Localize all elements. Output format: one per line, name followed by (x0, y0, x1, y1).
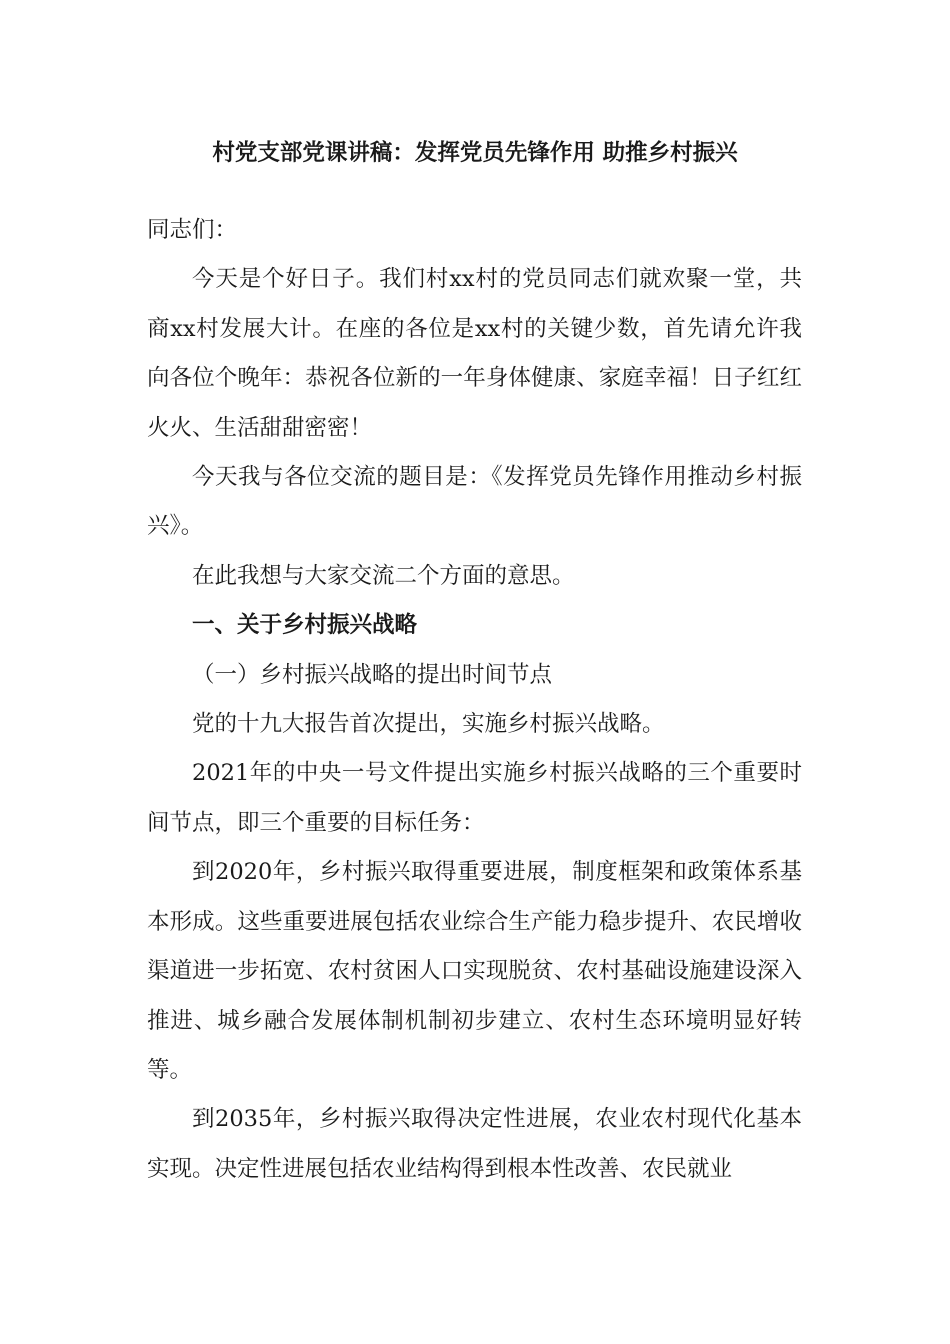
paragraph: 党的十九大报告首次提出，实施乡村振兴战略。 (192, 711, 665, 738)
paragraph: 今天我与各位交流的题目是：《发挥党员先锋作用推动乡村振兴》。 (147, 464, 802, 540)
document-body (147, 206, 802, 1194)
salutation: 同志们： (147, 217, 238, 243)
paragraph: 今天是个好日子。我们村xx村的党员同志们就欢聚一堂，共商xx村发展大计。在座的各位是xx村的关键少数，首先请允许我向各位个晚年：恭祝各位新的一年身体健康、家庭幸福！日子红红火火、生活甜甜密密！ (147, 266, 802, 441)
paragraph: 到2035年，乡村振兴取得决定性进展，农业农村现代化基本实现。决定性进展包括农业结构得到根本性改善、农民就业 (147, 1106, 802, 1182)
subsection-heading: （一）乡村振兴战略的提出时间节点 (192, 661, 553, 688)
paragraph: 2021年的中央一号文件提出实施乡村振兴战略的三个重要时间节点，即三个重要的目标任务： (147, 760, 802, 836)
paragraph: 在此我想与大家交流二个方面的意思。 (192, 562, 575, 589)
document-title: 村党支部党课讲稿：发挥党员先锋作用 助推乡村振兴 (212, 140, 738, 166)
section-heading: 一、关于乡村振兴战略 (192, 612, 418, 639)
paragraph: 到2020年，乡村振兴取得重要进展，制度框架和政策体系基本形成。这些重要进展包括农业综合生产能力稳步提升、农民增收渠道进一步拓宽、农村贫困人口实现脱贫、农村基础设施建设深入推进、城乡融合发展体制机制初步建立、农村生态环境明显好转等。 (147, 859, 802, 1083)
